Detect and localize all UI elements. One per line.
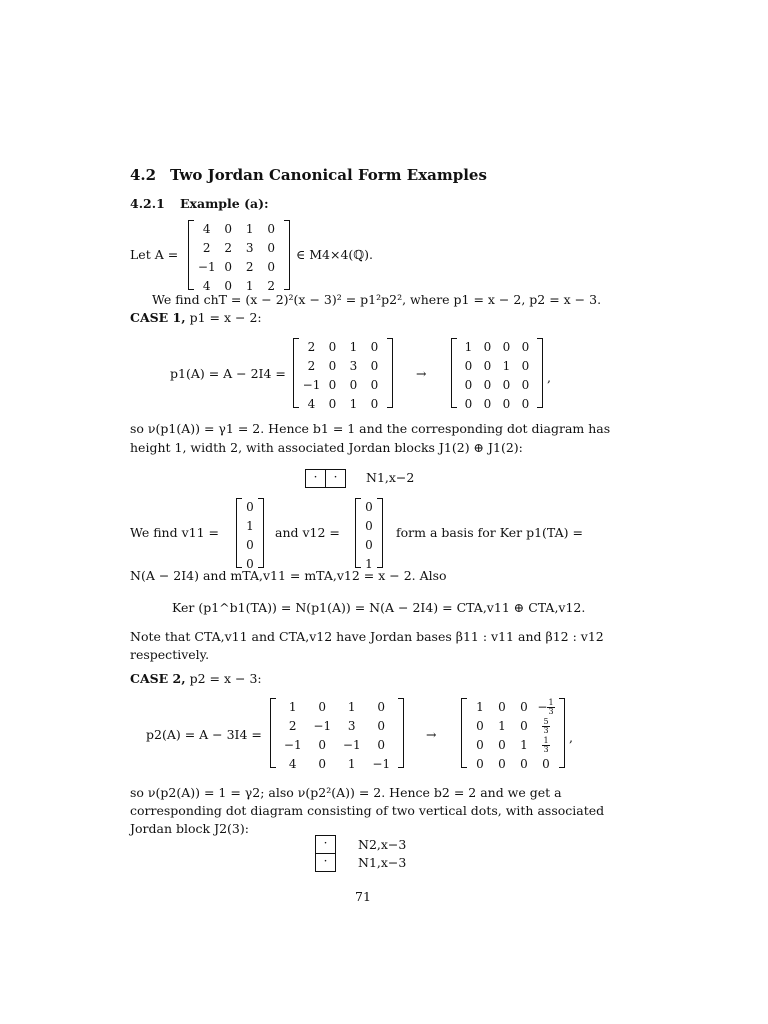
matrix-cell: 0 bbox=[370, 397, 379, 411]
bracket-left bbox=[270, 698, 276, 768]
case2-heading bbox=[130, 671, 262, 686]
bracket-right bbox=[537, 338, 543, 408]
matrix-cell: −1 bbox=[302, 378, 321, 392]
matrix-cell: 0 bbox=[498, 738, 506, 752]
matrix-cell: 2 bbox=[202, 241, 211, 255]
matrix-grid bbox=[459, 338, 535, 411]
case2-heading-rest: p2 = x − 3: bbox=[189, 671, 262, 686]
case1-heading-rest: p1 = x − 2: bbox=[189, 310, 262, 325]
matrix-cell: 0 bbox=[267, 241, 276, 255]
matrix-cell: 3 bbox=[245, 241, 254, 255]
bracket-right bbox=[377, 498, 383, 568]
subsection-number: 4.2.1 bbox=[130, 196, 165, 211]
matrix-cell: 0 bbox=[377, 719, 386, 733]
matrix-cell: 0 bbox=[521, 340, 530, 354]
matrix-cell: 0 bbox=[476, 757, 484, 771]
matrix-cell: 2 bbox=[307, 340, 316, 354]
matrix-cell: 0 bbox=[521, 378, 530, 392]
matrix-cell: 0 bbox=[502, 397, 511, 411]
matrix-cell: 2 bbox=[307, 359, 316, 373]
bracket-left bbox=[355, 498, 361, 568]
matrix-cell: 1 bbox=[365, 557, 373, 571]
section-number: 4.2 bbox=[130, 166, 157, 184]
matrix-cell: $\frac{1}{3}$ bbox=[543, 736, 549, 754]
matrix-grid bbox=[469, 698, 557, 771]
matrix-grid bbox=[244, 498, 256, 571]
case1-para-line2: height 1, width 2, with associated Jordan blocks J1(2) ⊕ J1(2): bbox=[130, 440, 523, 455]
matrix-cell: 0 bbox=[502, 340, 511, 354]
case2-dot-label-1: N2,x−3 bbox=[358, 837, 407, 852]
matrix-cell: 0 bbox=[365, 538, 373, 552]
matrix-cell: 2 bbox=[288, 719, 297, 733]
vector-v12 bbox=[355, 498, 383, 571]
case1-para-line1: so ν(p1(A)) = γ1 = 2. Hence b1 = 1 and the corresponding dot diagram has bbox=[130, 421, 611, 436]
bracket-right bbox=[387, 338, 393, 408]
matrix-cell: 1 bbox=[476, 700, 484, 714]
matrix-cell: 1 bbox=[246, 519, 254, 533]
matrix-cell: 0 bbox=[246, 500, 254, 514]
matrix-cell: 0 bbox=[328, 378, 337, 392]
matrix-cell: 2 bbox=[267, 279, 276, 293]
matrix-cell: 0 bbox=[476, 738, 484, 752]
case1-matrix bbox=[293, 338, 393, 411]
matrix-cell: 3 bbox=[347, 719, 356, 733]
matrix-cell: 0 bbox=[224, 279, 233, 293]
case2-lhs: p2(A) = A − 3I4 = bbox=[146, 727, 262, 742]
matrix-cell: 1 bbox=[498, 719, 506, 733]
matrix-cell: 1 bbox=[347, 700, 356, 714]
case2-arrow: → bbox=[426, 727, 437, 742]
matrix-cell: 0 bbox=[542, 757, 550, 771]
basis-line2: N(A − 2I4) and mTA,v11 = mTA,v12 = x − 2. Also bbox=[130, 568, 447, 583]
matrix-cell: 0 bbox=[521, 397, 530, 411]
matrix-cell: 3 bbox=[349, 359, 358, 373]
matrix-cell: 2 bbox=[245, 260, 254, 274]
ker-equation: Ker (p1^b1(TA)) = N(p1(A)) = N(A − 2I4) = CTA,v11 ⊕ CTA,v12. bbox=[172, 600, 586, 615]
note-line2: respectively. bbox=[130, 647, 210, 662]
case1-dot-1: · bbox=[305, 469, 326, 488]
matrix-cell: 2 bbox=[224, 241, 233, 255]
case2-para-line1: so ν(p2(A)) = 1 = γ2; also ν(p2²(A)) = 2. Hence b2 = 2 and we get a bbox=[130, 785, 562, 800]
bracket-right bbox=[398, 698, 404, 768]
case1-label: CASE 1, bbox=[130, 310, 186, 325]
case2-label: CASE 2, bbox=[130, 671, 186, 686]
matrix-cell: −1 bbox=[197, 260, 216, 274]
matrix-cell: 1 bbox=[288, 700, 297, 714]
matrix-cell: 4 bbox=[307, 397, 316, 411]
section-title: Two Jordan Canonical Form Examples bbox=[170, 166, 487, 184]
matrix-cell: 0 bbox=[498, 757, 506, 771]
matrix-cell: 0 bbox=[328, 359, 337, 373]
matrix-grid bbox=[301, 338, 385, 411]
matrix-cell: 0 bbox=[328, 397, 337, 411]
matrix-cell: 0 bbox=[498, 700, 506, 714]
matrix-cell: 1 bbox=[347, 757, 356, 771]
matrix-cell: 0 bbox=[318, 757, 327, 771]
matrix-cell: 0 bbox=[246, 538, 254, 552]
matrix-cell: 0 bbox=[224, 222, 233, 236]
matrix-cell: 0 bbox=[464, 378, 473, 392]
case1-lhs: p1(A) = A − 2I4 = bbox=[170, 366, 286, 381]
and-v12: and v12 = bbox=[275, 525, 340, 540]
matrix-cell: 0 bbox=[377, 700, 386, 714]
charpoly-line: We find chT = (x − 2)²(x − 3)² = p1²p2², where p1 = x − 2, p2 = x − 3. bbox=[152, 292, 602, 307]
note-line1: Note that CTA,v11 and CTA,v12 have Jordan bases β11 : v11 and β12 : v12 bbox=[130, 629, 604, 644]
bracket-right bbox=[559, 698, 565, 768]
case2-dot-2: · bbox=[315, 853, 336, 872]
case2-dot-label-2: N1,x−3 bbox=[358, 855, 407, 870]
matrix-cell: 0 bbox=[318, 738, 327, 752]
bracket-left bbox=[188, 220, 194, 290]
case1-trailing-comma: , bbox=[547, 370, 551, 385]
case2-matrix bbox=[270, 698, 404, 771]
matrix-cell: 0 bbox=[483, 378, 492, 392]
let-a-prefix: Let A = bbox=[130, 247, 179, 262]
matrix-cell: 1 bbox=[464, 340, 473, 354]
matrix-cell: − $\frac{1}{3}$ bbox=[537, 698, 554, 716]
membership-text: ∈ M4×4(ℚ). bbox=[296, 247, 374, 262]
matrix-cell: −1 bbox=[283, 738, 302, 752]
matrix-cell: 0 bbox=[224, 260, 233, 274]
page-number: 71 bbox=[355, 889, 371, 904]
case2-para-line2: corresponding dot diagram consisting of two vertical dots, with associated bbox=[130, 803, 605, 818]
case1-heading bbox=[130, 310, 262, 325]
matrix-cell: 4 bbox=[202, 279, 211, 293]
matrix-cell: 0 bbox=[318, 700, 327, 714]
case2-trailing-comma: , bbox=[569, 730, 573, 745]
matrix-cell: 0 bbox=[377, 738, 386, 752]
matrix-cell: −1 bbox=[342, 738, 361, 752]
bracket-right bbox=[258, 498, 264, 568]
matrix-grid bbox=[363, 498, 375, 571]
matrix-cell: 0 bbox=[365, 519, 373, 533]
matrix-cell: 0 bbox=[483, 340, 492, 354]
matrix-cell: 0 bbox=[483, 359, 492, 373]
case2-para-line3: Jordan block J2(3): bbox=[130, 821, 249, 836]
matrix-cell: 0 bbox=[520, 757, 528, 771]
matrix-cell: 0 bbox=[520, 700, 528, 714]
matrix-cell: 0 bbox=[520, 719, 528, 733]
matrix-cell: 0 bbox=[370, 378, 379, 392]
bracket-left bbox=[236, 498, 242, 568]
matrix-cell: 0 bbox=[365, 500, 373, 514]
matrix-cell: 0 bbox=[370, 340, 379, 354]
basis-text: form a basis for Ker p1(TA) = bbox=[396, 525, 583, 540]
bracket-left bbox=[461, 698, 467, 768]
case2-dot-1: · bbox=[315, 835, 336, 854]
matrix-cell: 1 bbox=[349, 397, 358, 411]
bracket-left bbox=[293, 338, 299, 408]
case1-arrow: → bbox=[416, 366, 427, 381]
matrix-cell: 0 bbox=[483, 397, 492, 411]
matrix-cell: 0 bbox=[464, 359, 473, 373]
matrix-cell: 1 bbox=[349, 340, 358, 354]
matrix-cell: 0 bbox=[328, 340, 337, 354]
matrix-grid bbox=[278, 698, 396, 771]
matrix-cell: 0 bbox=[370, 359, 379, 373]
matrix-cell: 1 bbox=[245, 279, 254, 293]
matrix-cell: 4 bbox=[202, 222, 211, 236]
matrix-cell: −1 bbox=[313, 719, 332, 733]
matrix-cell: 1 bbox=[245, 222, 254, 236]
matrix-cell: 4 bbox=[288, 757, 297, 771]
bracket-right bbox=[284, 220, 290, 290]
matrix-cell: $\frac{5}{3}$ bbox=[543, 717, 549, 735]
matrix-grid bbox=[196, 220, 282, 293]
matrix-cell: 0 bbox=[464, 397, 473, 411]
matrix-cell: 0 bbox=[267, 222, 276, 236]
case2-reduced-matrix bbox=[461, 698, 565, 771]
matrix-cell: 0 bbox=[246, 557, 254, 571]
matrix-cell: 0 bbox=[502, 378, 511, 392]
matrix-cell: 0 bbox=[349, 378, 358, 392]
matrix-a bbox=[188, 220, 290, 293]
we-find-v11: We find v11 = bbox=[130, 525, 219, 540]
case1-dot-2: · bbox=[325, 469, 346, 488]
case1-reduced-matrix bbox=[451, 338, 543, 411]
vector-v11 bbox=[236, 498, 264, 571]
matrix-cell: 0 bbox=[521, 359, 530, 373]
case1-dot-label: N1,x−2 bbox=[366, 470, 415, 485]
matrix-cell: 0 bbox=[476, 719, 484, 733]
matrix-cell: 1 bbox=[520, 738, 528, 752]
matrix-cell: −1 bbox=[372, 757, 391, 771]
subsection-title: Example (a): bbox=[180, 196, 269, 211]
matrix-cell: 1 bbox=[502, 359, 511, 373]
bracket-left bbox=[451, 338, 457, 408]
matrix-cell: 0 bbox=[267, 260, 276, 274]
